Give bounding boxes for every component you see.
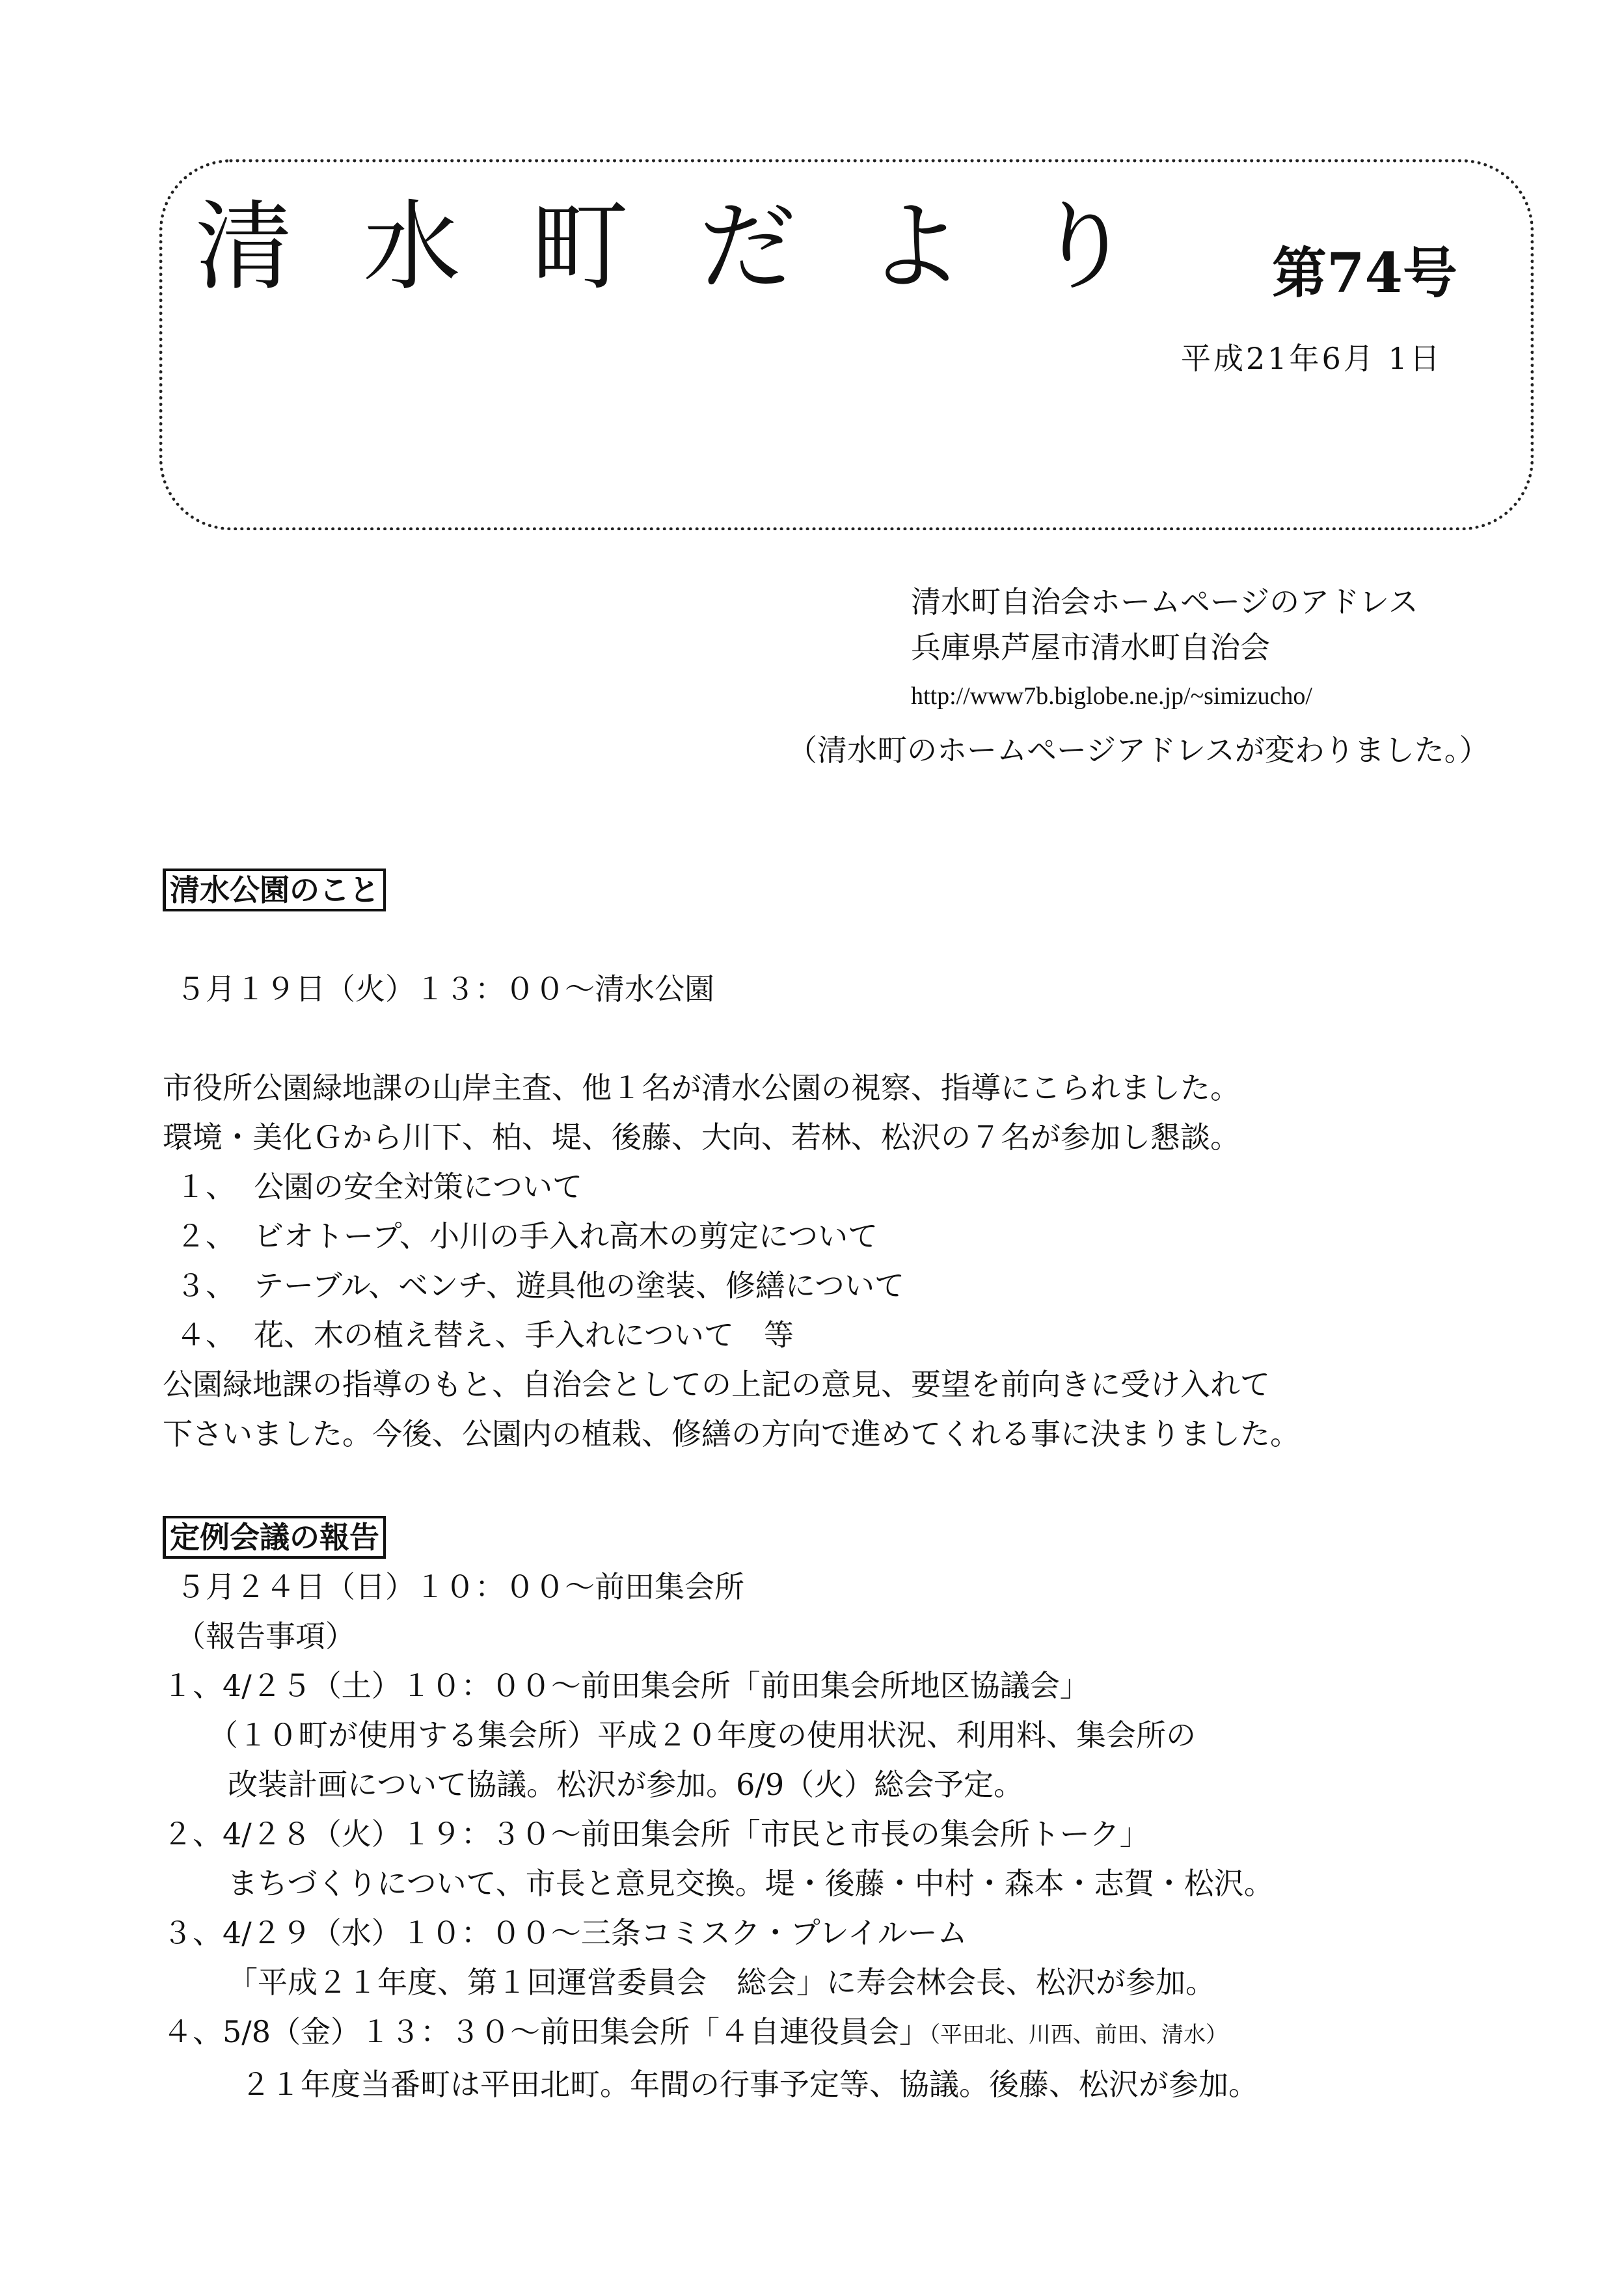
report-3-detail: 「平成２１年度、第１回運営委員会 総会」に寿会林会長、松沢が参加。 xyxy=(228,1965,1215,2000)
report-2-title: ２、4/２８（火）１９：３０～前田集会所「市民と市長の集会所トーク」 xyxy=(163,1816,1150,1852)
report-4-towns: （平田北、川西、前田、清水） xyxy=(929,2022,1228,2048)
park-paragraph-2: 環境・美化Ｇから川下、柏、堤、後藤、大向、若林、松沢の７名が参加し懇談。 xyxy=(163,1120,1240,1155)
report-4-detail: ２１年度当番町は平田北町。年間の行事予定等、協議。後藤、松沢が参加。 xyxy=(241,2067,1258,2102)
homepage-url[interactable]: http://www7b.biglobe.ne.jp/~simizucho/ xyxy=(911,682,1312,710)
meeting-section-heading: 定例会議の報告 xyxy=(163,1516,386,1559)
report-1-detail: 改装計画について協議。松沢が参加。6/9（火）総会予定。 xyxy=(228,1767,1024,1802)
park-section-heading: 清水公園のこと xyxy=(163,869,386,911)
report-1-title: １、4/２５（土）１０：００～前田集会所「前田集会所地区協議会」 xyxy=(163,1668,1090,1703)
park-item xyxy=(163,1261,1496,1310)
report-3-title: ３、4/２９（水）１０：００～三条コミスク・プレイルーム xyxy=(163,1915,968,1950)
park-item-number: ３、 xyxy=(176,1268,236,1303)
meeting-datetime: ５月２４日（日）１０：００～前田集会所 xyxy=(176,1569,744,1604)
park-conclusion-2: 下さいました。今後、公園内の植栽、修繕の方向で進めてくれる事に決まりました。 xyxy=(163,1416,1300,1451)
park-item-number: ４、 xyxy=(176,1317,236,1353)
report-4-title-text: ４、5/8（金）１３：３０～前田集会所「４自連役員会」 xyxy=(163,2014,930,2049)
park-item-text: ビオトープ、小川の手入れ高木の剪定について xyxy=(254,1219,878,1254)
park-datetime: ５月１９日（火）１３：００～清水公園 xyxy=(176,971,714,1006)
meeting-section xyxy=(163,1513,1496,2109)
park-conclusion-1: 公園緑地課の指導のもと、自治会としての上記の意見、要望を前向きに受け入れて xyxy=(163,1367,1270,1402)
park-item-number: ２、 xyxy=(176,1219,236,1254)
report-2-detail: まちづくりについて、市長と意見交換。堤・後藤・中村・森本・志賀・松沢。 xyxy=(228,1866,1274,1901)
issue-number: 第74号 xyxy=(1272,241,1457,305)
newsletter-title: 清水町だより xyxy=(195,191,1203,304)
address-line-2: 兵庫県芦屋市清水町自治会 xyxy=(911,630,1270,665)
report-1-detail: （１０町が使用する集会所）平成２０年度の使用状況、利用料、集会所の xyxy=(208,1717,1196,1753)
park-item xyxy=(163,1162,1496,1211)
park-item-text: テーブル、ベンチ、遊具他の塗装、修繕について xyxy=(254,1268,905,1303)
meeting-subheading: （報告事項） xyxy=(176,1619,355,1654)
address-change-note: （清水町のホームページアドレスが変わりました。） xyxy=(787,733,1489,768)
park-item-text: 花、木の植え替え、手入れについて 等 xyxy=(254,1317,794,1353)
park-paragraph-1: 市役所公園緑地課の山岸主査、他１名が清水公園の視察、指導にこられました。 xyxy=(163,1070,1240,1105)
address-line-1: 清水町自治会ホームページのアドレス xyxy=(911,584,1418,619)
report-4-title xyxy=(163,2007,1496,2060)
park-item xyxy=(163,1310,1496,1360)
address-block xyxy=(911,579,1418,670)
park-item xyxy=(163,1211,1496,1261)
park-section xyxy=(163,865,1496,1459)
park-item-text: 公園の安全対策について xyxy=(254,1169,583,1204)
issue-date: 平成21年6月 1日 xyxy=(1181,341,1442,376)
park-item-number: １、 xyxy=(176,1169,236,1204)
